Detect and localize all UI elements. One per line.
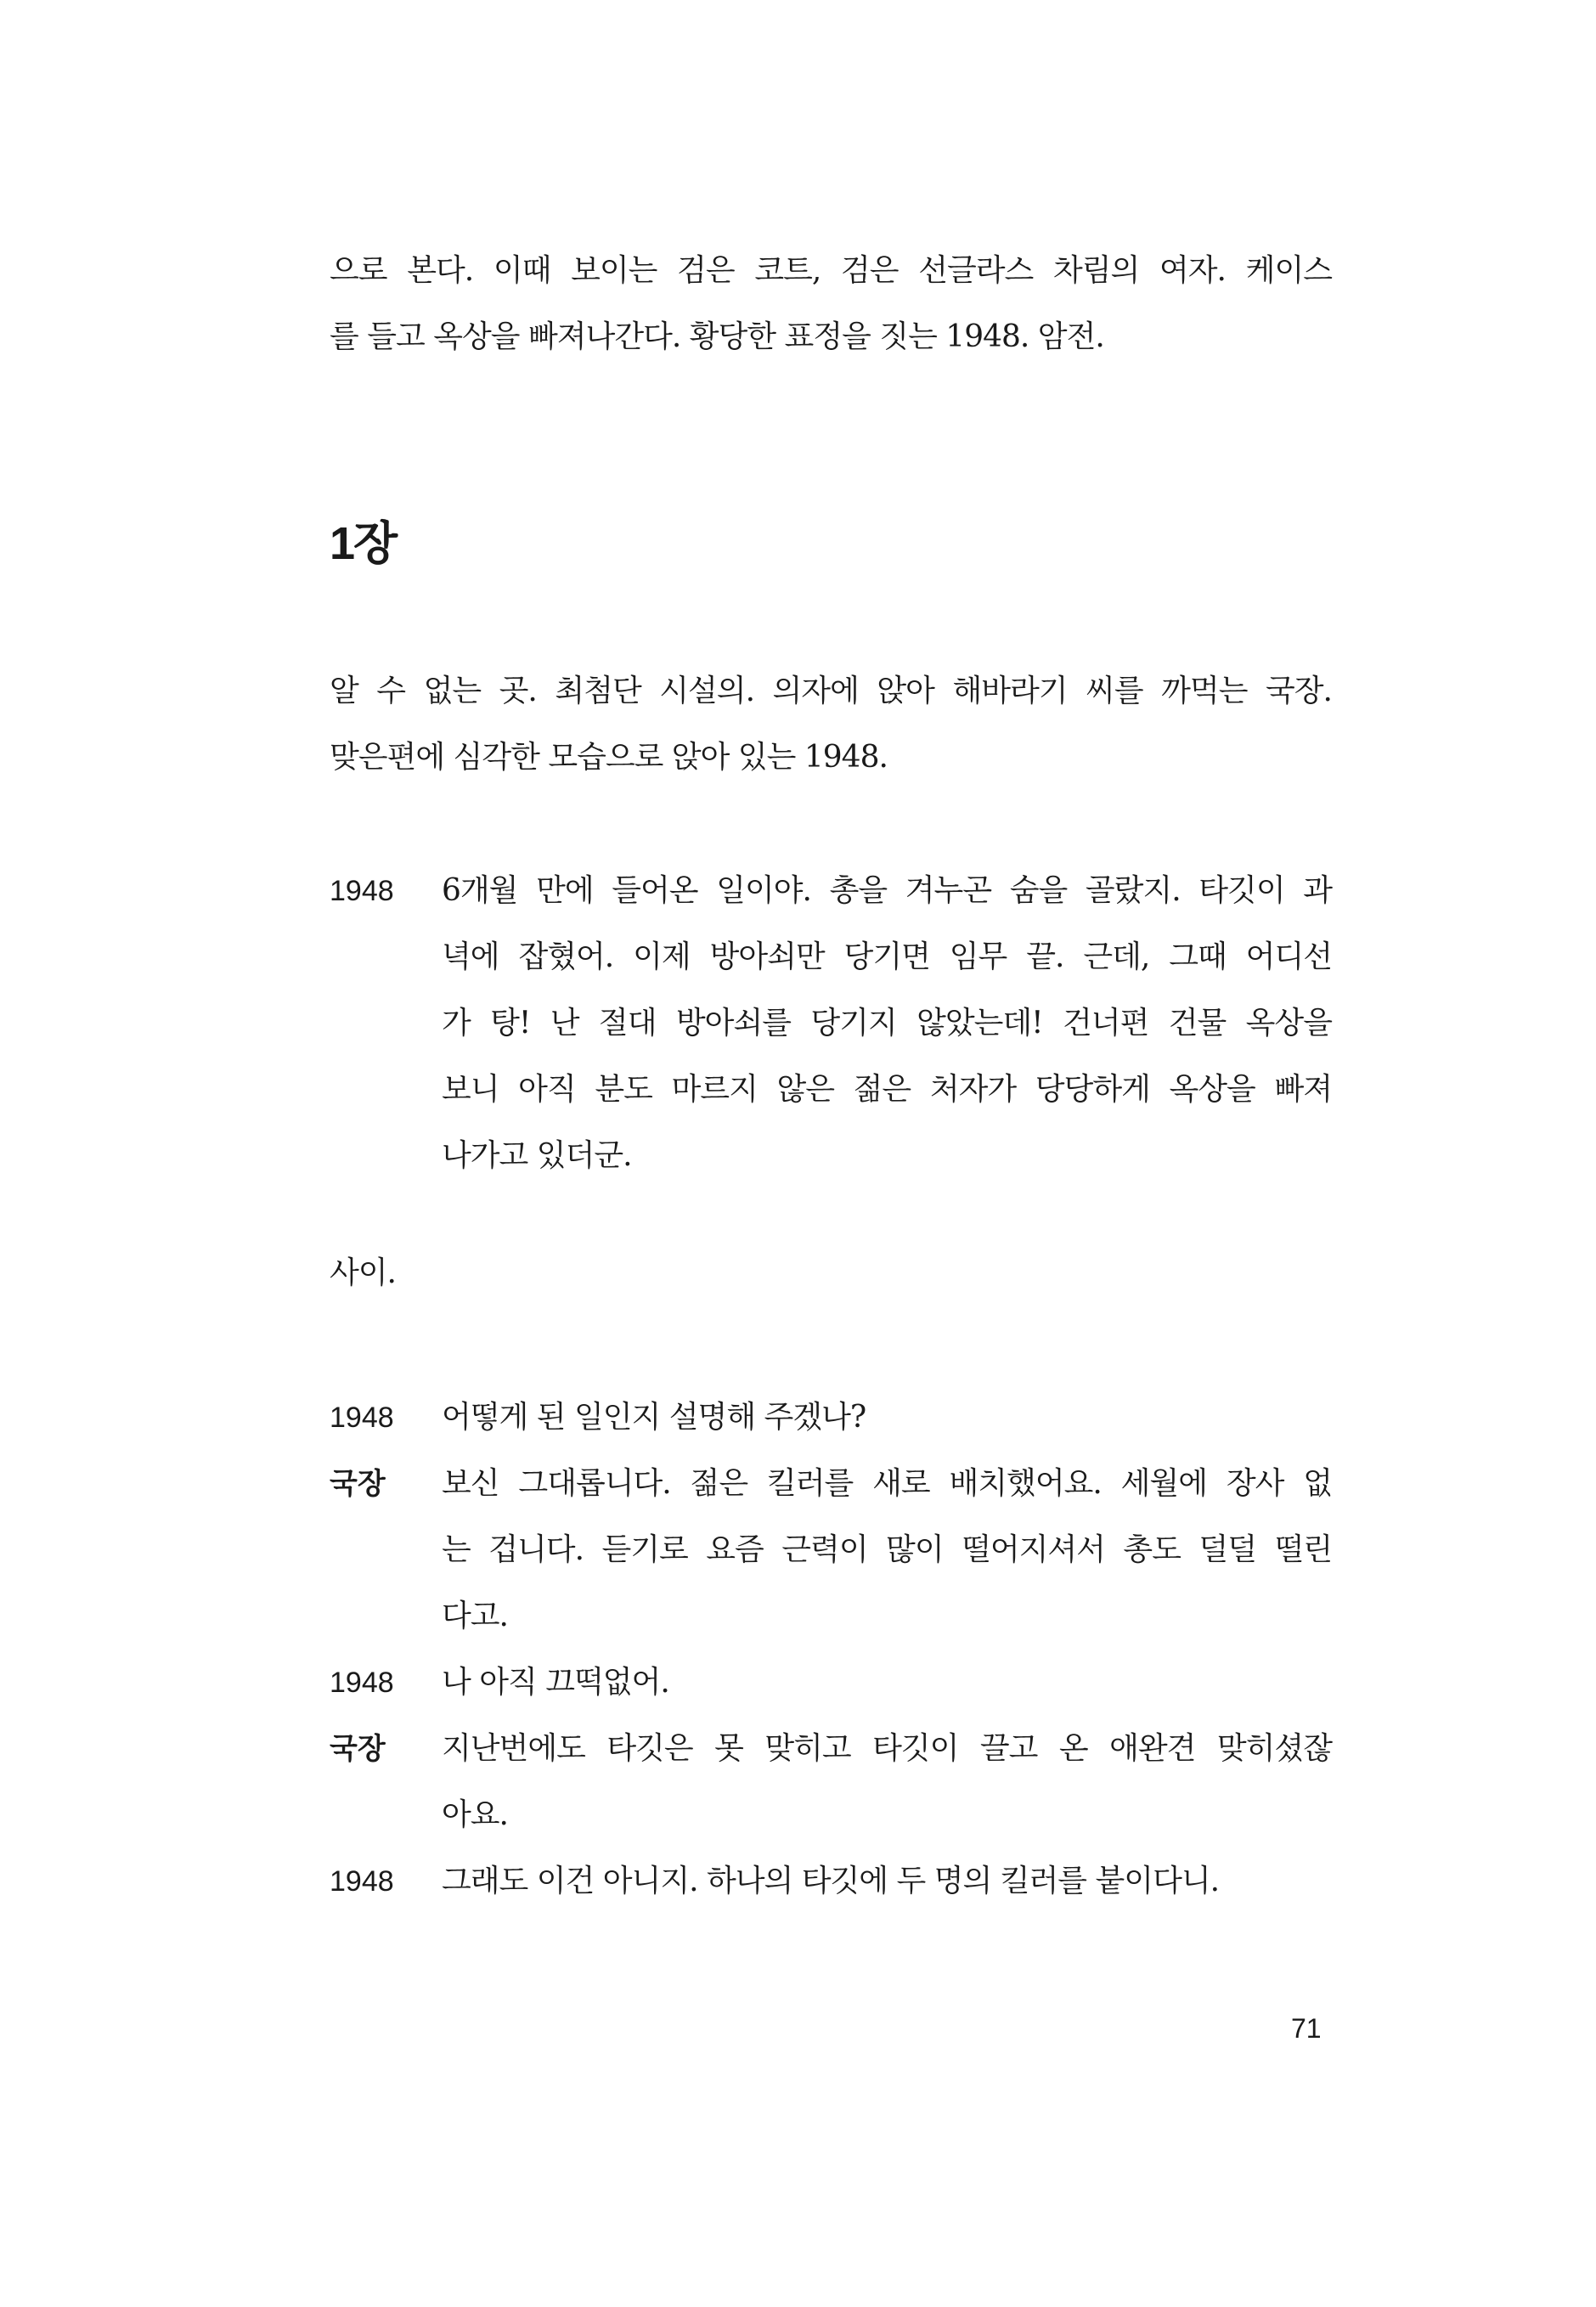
speaker-label: 1948: [330, 1865, 394, 1898]
text-line: 보신 그대롭니다. 젊은 킬러를 새로 배치했어요. 세월에 장사 없: [442, 1466, 1332, 1501]
text-line: 를 들고 옥상을 빠져나간다. 황당한 표정을 짓는 1948. 암전.: [330, 319, 1104, 354]
text-line: 녁에 잡혔어. 이제 방아쇠만 당기면 임무 끝. 근데, 그때 어디선: [442, 939, 1332, 974]
speech-text: [442, 1385, 1332, 1451]
scene-description: [330, 658, 1332, 791]
speaker-label: 국장: [330, 1733, 386, 1765]
speaker-label: 1948: [330, 875, 394, 907]
text-line: 맞은편에 심각한 모습으로 앉아 있는 1948.: [330, 740, 888, 775]
dialogue-block: [330, 858, 1332, 1189]
text-line: 6개월 만에 들어온 일이야. 총을 겨누곤 숨을 골랐지. 타깃이 과: [442, 873, 1332, 908]
text-line: 알 수 없는 곳. 최첨단 시설의. 의자에 앉아 해바라기 씨를 까먹는 국장.: [330, 674, 1332, 708]
speaker-label: 국장: [330, 1468, 386, 1500]
chapter-heading: 1장: [330, 518, 397, 569]
text-line: 다고.: [442, 1599, 508, 1633]
dialogue-entry: [330, 1716, 1332, 1848]
speaker-label: 1948: [330, 1667, 394, 1699]
dialogue-entry: [330, 1650, 1332, 1716]
text-line: 가 탕! 난 절대 방아쇠를 당기지 않았는데! 건너편 건물 옥상을: [442, 1006, 1332, 1041]
text-line: 는 겁니다. 듣기로 요즘 근력이 많이 떨어지셔서 총도 덜덜 떨린: [442, 1532, 1332, 1567]
speech-text: [442, 1650, 1332, 1716]
text-line: 그래도 이건 아니지. 하나의 타깃에 두 명의 킬러를 붙이다니.: [442, 1864, 1220, 1898]
speech-text: [442, 1716, 1332, 1848]
text-line: 으로 본다. 이때 보이는 검은 코트, 검은 선글라스 차림의 여자. 케이스: [330, 253, 1332, 288]
text-line: 어떻게 된 일인지 설명해 주겠나?: [442, 1400, 866, 1435]
dialogue-entry: [330, 1451, 1332, 1650]
page-number: 71: [1291, 2013, 1322, 2044]
dialogue-entry: [330, 858, 1332, 1189]
text-line: 나 아직 끄떡없어.: [442, 1665, 669, 1700]
text-line: 사이.: [330, 1255, 396, 1290]
dialogue-entry: [330, 1848, 1332, 1915]
top-paragraph: [330, 238, 1332, 370]
dialogue-list: [330, 1385, 1332, 1915]
speech-text: [442, 1451, 1332, 1650]
text-line: 아요.: [442, 1797, 508, 1832]
text-line: 보니 아직 분도 마르지 않은 젊은 처자가 당당하게 옥상을 빠져: [442, 1072, 1333, 1107]
text-line: 나가고 있더군.: [442, 1138, 632, 1173]
speech-text: [442, 858, 1332, 1189]
dialogue-entry: [330, 1385, 1332, 1451]
text-line: 지난번에도 타깃은 못 맞히고 타깃이 끌고 온 애완견 맞히셨잖: [442, 1731, 1332, 1766]
speech-text: [442, 1848, 1332, 1915]
stage-direction: [330, 1240, 1332, 1306]
speaker-label: 1948: [330, 1402, 394, 1434]
